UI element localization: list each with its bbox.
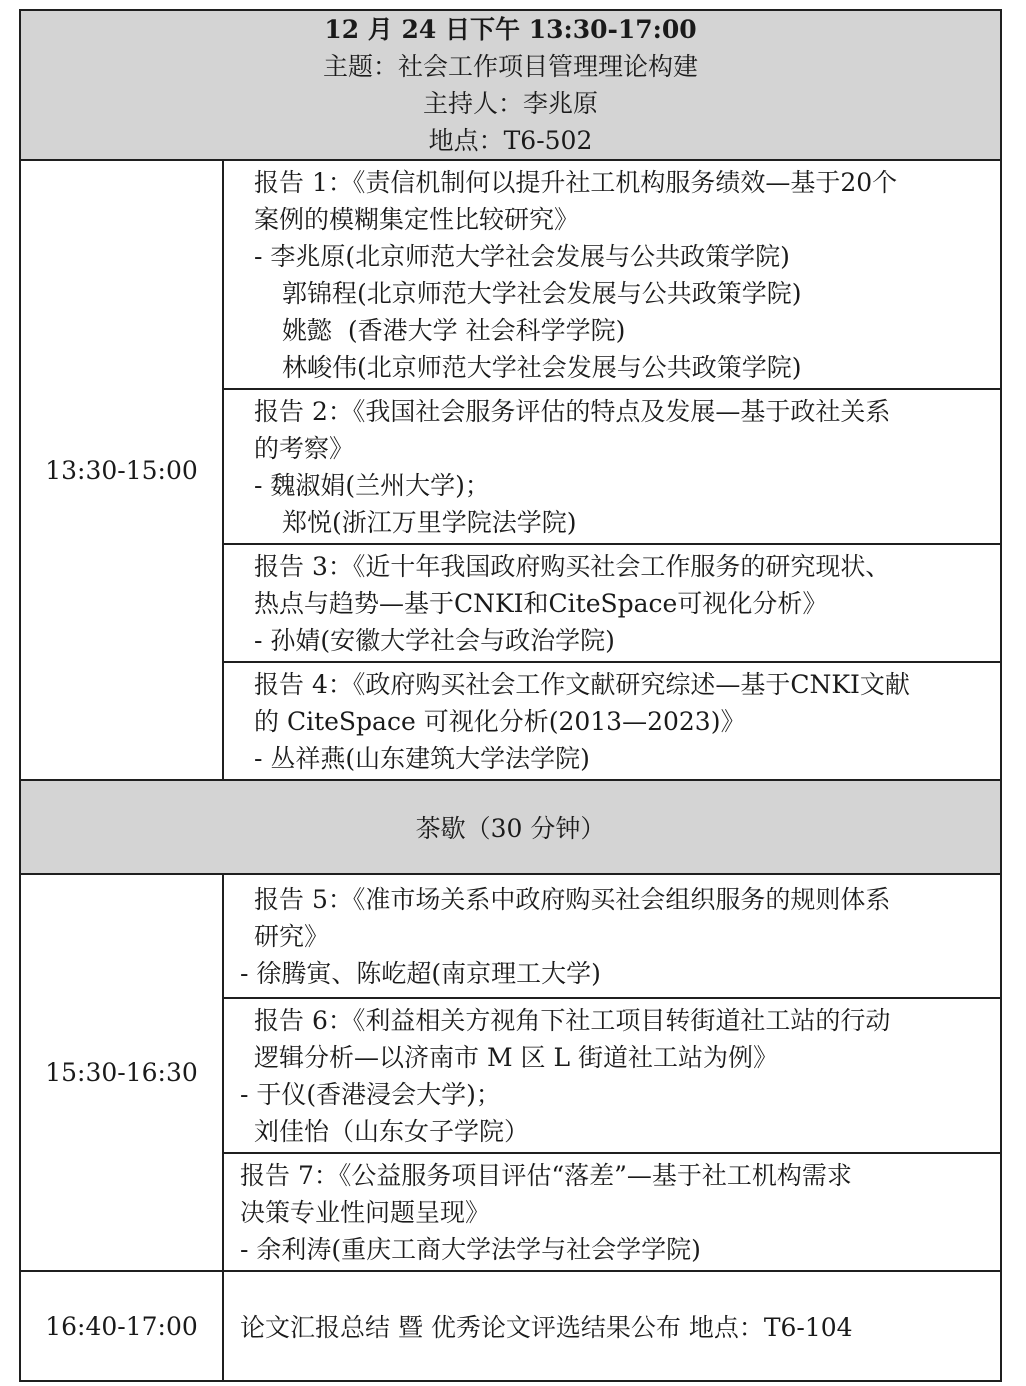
report-title: 报告 4：《政府购买社会工作文献研究综述—基于CNKI文献 [254, 670, 910, 699]
report-5 [223, 874, 1001, 998]
report-title: 的 CiteSpace 可视化分析(2013—2023)》 [254, 707, 746, 736]
report-author: 姚懿 (香港大学 社会科学学院) [282, 316, 626, 345]
report-author: - 丛祥燕(山东建筑大学法学院) [254, 744, 590, 773]
time-slot: 13:30-15:00 [20, 160, 223, 780]
time-slot: 15:30-16:30 [20, 874, 223, 1271]
session-header [20, 10, 1001, 160]
report-author: 郭锦程(北京师范大学社会发展与公共政策学院) [282, 279, 802, 308]
report-row [20, 160, 1001, 389]
report-author: - 魏淑娟(兰州大学)； [254, 471, 490, 500]
report-1 [223, 160, 1001, 389]
report-author: - 余利涛(重庆工商大学法学与社会学学院) [240, 1235, 701, 1264]
session-host: 主持人：李兆原 [423, 89, 599, 118]
session-location: 地点：T6-502 [428, 126, 593, 155]
report-7 [223, 1153, 1001, 1271]
session-datetime: 12 月 24 日下午 13:30-17:00 [324, 15, 697, 44]
report-title: 报告 2：《我国社会服务评估的特点及发展—基于政社关系 [254, 397, 891, 426]
report-title: 报告 5：《准市场关系中政府购买社会组织服务的规则体系 [254, 885, 891, 914]
report-title: 研究》 [254, 922, 330, 951]
report-author: - 于仪(香港浸会大学)； [240, 1080, 501, 1109]
report-author: - 徐腾寅、陈屹超(南京理工大学) [240, 959, 601, 988]
report-author: 林峻伟(北京师范大学社会发展与公共政策学院) [282, 353, 802, 382]
session-header-row [20, 10, 1001, 160]
report-3 [223, 544, 1001, 662]
tea-break: 茶歇（30 分钟） [20, 780, 1001, 874]
report-title: 报告 1：《责信机制何以提升社工机构服务绩效—基于20个 [254, 168, 898, 197]
report-row [20, 874, 1001, 998]
report-author: 郑悦(浙江万里学院法学院) [282, 508, 577, 537]
time-slot: 16:40-17:00 [20, 1271, 223, 1381]
report-title: 的考察》 [254, 434, 355, 463]
report-6 [223, 998, 1001, 1153]
break-row [20, 780, 1001, 874]
report-title: 案例的模糊集定性比较研究》 [254, 205, 580, 234]
report-title: 逻辑分析—以济南市 M 区 L 街道社工站为例》 [254, 1043, 778, 1072]
report-4 [223, 662, 1001, 780]
report-author: 刘佳怡（山东女子学院） [254, 1117, 530, 1146]
report-title: 热点与趋势—基于CNKI和CiteSpace可视化分析》 [254, 589, 828, 618]
report-title: 报告 6：《利益相关方视角下社工项目转街道社工站的行动 [254, 1006, 891, 1035]
report-title: 决策专业性问题呈现》 [240, 1198, 491, 1227]
report-author: - 孙婧(安徽大学社会与政治学院) [254, 626, 615, 655]
closing-summary: 论文汇报总结 暨 优秀论文评选结果公布 地点：T6-104 [223, 1271, 1001, 1381]
report-title: 报告 7：《公益服务项目评估“落差”—基于社工机构需求 [240, 1161, 852, 1190]
report-author: - 李兆原(北京师范大学社会发展与公共政策学院) [254, 242, 790, 271]
schedule-table [19, 9, 1002, 1382]
report-title: 报告 3：《近十年我国政府购买社会工作服务的研究现状、 [254, 552, 891, 581]
closing-row [20, 1271, 1001, 1381]
report-2 [223, 389, 1001, 544]
session-theme: 主题：社会工作项目管理理论构建 [323, 52, 699, 81]
